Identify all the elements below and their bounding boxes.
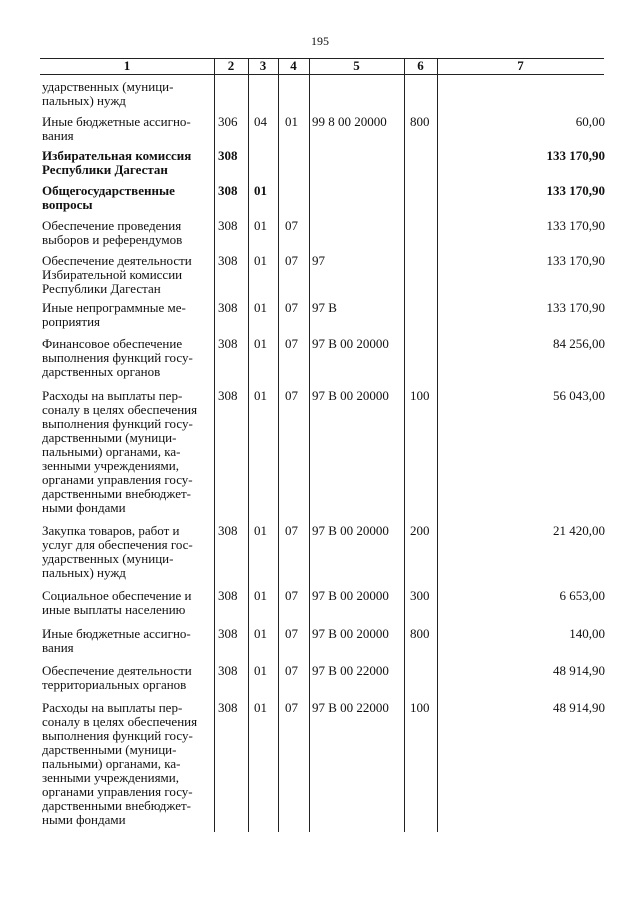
amount: 133 170,90	[546, 183, 605, 198]
target-article-code: 97 В 00 20000	[312, 388, 389, 403]
section-code: 01	[254, 388, 267, 403]
ministry-code: 308	[218, 523, 238, 538]
row-name-line: соналу в целях обеспечения	[42, 402, 198, 417]
column-rule	[309, 58, 310, 832]
row-name-line: зенными учреждениями,	[42, 458, 179, 473]
expense-type-code: 800	[410, 114, 430, 129]
subsection-code: 07	[285, 253, 298, 268]
row-name-line: Финансовое обеспечение	[42, 336, 183, 351]
row-name-line: Избирательной комиссии	[42, 267, 183, 282]
row-name-line: Республики Дагестан	[42, 281, 161, 296]
row-name-line: выполнения функций госу-	[42, 416, 193, 431]
row-name	[42, 524, 212, 580]
row-name	[42, 80, 212, 108]
row-name	[42, 184, 212, 212]
column-rule	[248, 58, 249, 832]
row-name-line: дарственными (муници-	[42, 742, 177, 757]
row-name-line: Обеспечение проведения	[42, 218, 182, 233]
section-code: 01	[254, 300, 267, 315]
row-name	[42, 149, 212, 177]
row-name-line: иные выплаты населению	[42, 602, 186, 617]
row-name-line: Иные непрограммные ме-	[42, 300, 186, 315]
ministry-code: 308	[218, 183, 238, 198]
row-name-line: пальными) органами, ка-	[42, 756, 181, 771]
row-name-line: Социальное обеспечение и	[42, 588, 192, 603]
row-name	[42, 627, 212, 655]
expense-type-code: 100	[410, 388, 430, 403]
section-code: 04	[254, 114, 267, 129]
row-name-line: дарственными внебюджет-	[42, 798, 191, 813]
subsection-code: 07	[285, 300, 298, 315]
target-article-code: 97 В	[312, 300, 337, 315]
amount: 140,00	[569, 626, 605, 641]
row-name-line: Обеспечение деятельности	[42, 253, 192, 268]
row-name-line: Иные бюджетные ассигно-	[42, 626, 191, 641]
row-name-line: Расходы на выплаты пер-	[42, 388, 183, 403]
ministry-code: 308	[218, 300, 238, 315]
header-col-6: 6	[417, 58, 424, 73]
row-name-line: роприятия	[42, 314, 101, 329]
ministry-code: 306	[218, 114, 238, 129]
row-name	[42, 254, 212, 296]
section-code: 01	[254, 253, 267, 268]
header-col-5: 5	[353, 58, 360, 73]
row-name-line: Общегосударственные	[42, 183, 175, 198]
row-name	[42, 389, 212, 515]
row-name-line: Избирательная комиссия	[42, 148, 192, 163]
target-article-code: 97	[312, 253, 325, 268]
ministry-code: 308	[218, 663, 238, 678]
header-col-7: 7	[517, 58, 524, 73]
row-name-line: пальными) органами, ка-	[42, 444, 181, 459]
section-code: 01	[254, 183, 267, 198]
section-code: 01	[254, 218, 267, 233]
section-code: 01	[254, 700, 267, 715]
header-col-2: 2	[227, 58, 235, 73]
ministry-code: 308	[218, 388, 238, 403]
subsection-code: 07	[285, 626, 298, 641]
amount: 133 170,90	[546, 148, 605, 163]
target-article-code: 97 В 00 22000	[312, 663, 389, 678]
header-bottom-rule	[40, 74, 604, 75]
subsection-code: 07	[285, 218, 298, 233]
row-name-line: дарственными (муници-	[42, 430, 177, 445]
amount: 21 420,00	[553, 523, 605, 538]
expense-type-code: 800	[410, 626, 430, 641]
row-name-line: Республики Дагестан	[42, 162, 168, 177]
target-article-code: 97 В 00 22000	[312, 700, 389, 715]
subsection-code: 07	[285, 336, 298, 351]
row-name-line: Иные бюджетные ассигно-	[42, 114, 191, 129]
row-name-line: выполнения функций госу-	[42, 350, 193, 365]
amount: 60,00	[575, 114, 605, 129]
target-article-code: 97 В 00 20000	[312, 626, 389, 641]
row-name-line: дарственными внебюджет-	[42, 486, 191, 501]
row-name	[42, 337, 212, 379]
section-code: 01	[254, 336, 267, 351]
amount: 48 914,90	[553, 663, 605, 678]
ministry-code: 308	[218, 218, 238, 233]
row-name	[42, 219, 212, 247]
row-name-line: пальных) нужд	[42, 565, 126, 580]
amount: 56 043,00	[553, 388, 605, 403]
column-rule	[278, 58, 279, 832]
target-article-code: 97 В 00 20000	[312, 523, 389, 538]
ministry-code: 308	[218, 253, 238, 268]
row-name-line: ударственных (муници-	[42, 79, 174, 94]
row-name-line: Обеспечение деятельности	[42, 663, 192, 678]
section-code: 01	[254, 588, 267, 603]
subsection-code: 07	[285, 700, 298, 715]
section-code: 01	[254, 663, 267, 678]
row-name-line: вания	[42, 640, 74, 655]
expense-type-code: 100	[410, 700, 430, 715]
row-name-line: соналу в целях обеспечения	[42, 714, 198, 729]
row-name-line: услуг для обеспечения гос-	[42, 537, 193, 552]
ministry-code: 308	[218, 700, 238, 715]
row-name	[42, 589, 212, 617]
amount: 6 653,00	[559, 588, 605, 603]
ministry-code: 308	[218, 336, 238, 351]
target-article-code: 97 В 00 20000	[312, 588, 389, 603]
header-col-4: 4	[290, 58, 297, 73]
target-article-code: 99 8 00 20000	[312, 114, 387, 129]
amount: 133 170,90	[546, 300, 605, 315]
subsection-code: 07	[285, 663, 298, 678]
row-name-line: ными фондами	[42, 812, 126, 827]
expense-type-code: 300	[410, 588, 430, 603]
row-name-line: органами управления госу-	[42, 784, 193, 799]
row-name-line: Расходы на выплаты пер-	[42, 700, 183, 715]
section-code: 01	[254, 523, 267, 538]
row-name-line: дарственных органов	[42, 364, 161, 379]
row-name	[42, 301, 212, 329]
row-name-line: выборов и референдумов	[42, 232, 183, 247]
subsection-code: 07	[285, 523, 298, 538]
amount: 84 256,00	[553, 336, 605, 351]
column-rule	[404, 58, 405, 832]
expense-type-code: 200	[410, 523, 430, 538]
section-code: 01	[254, 626, 267, 641]
row-name-line: территориальных органов	[42, 677, 187, 692]
ministry-code: 308	[218, 588, 238, 603]
subsection-code: 07	[285, 388, 298, 403]
column-rule	[437, 58, 438, 832]
row-name	[42, 701, 212, 827]
amount: 48 914,90	[553, 700, 605, 715]
row-name-line: пальных) нужд	[42, 93, 126, 108]
row-name-line: вания	[42, 128, 74, 143]
row-name	[42, 115, 212, 143]
amount: 133 170,90	[546, 218, 605, 233]
page-number: 195	[311, 34, 329, 48]
header-col-1: 1	[123, 58, 131, 73]
row-name-line: вопросы	[42, 197, 93, 212]
row-name-line: выполнения функций госу-	[42, 728, 193, 743]
row-name-line: ными фондами	[42, 500, 126, 515]
ministry-code: 308	[218, 626, 238, 641]
subsection-code: 01	[285, 114, 298, 129]
column-rule	[214, 58, 215, 832]
row-name-line: органами управления госу-	[42, 472, 193, 487]
target-article-code: 97 В 00 20000	[312, 336, 389, 351]
row-name-line: зенными учреждениями,	[42, 770, 179, 785]
ministry-code: 308	[218, 148, 238, 163]
subsection-code: 07	[285, 588, 298, 603]
row-name-line: ударственных (муници-	[42, 551, 174, 566]
amount: 133 170,90	[546, 253, 605, 268]
header-col-3: 3	[259, 58, 267, 73]
row-name	[42, 664, 212, 692]
row-name-line: Закупка товаров, работ и	[42, 523, 180, 538]
